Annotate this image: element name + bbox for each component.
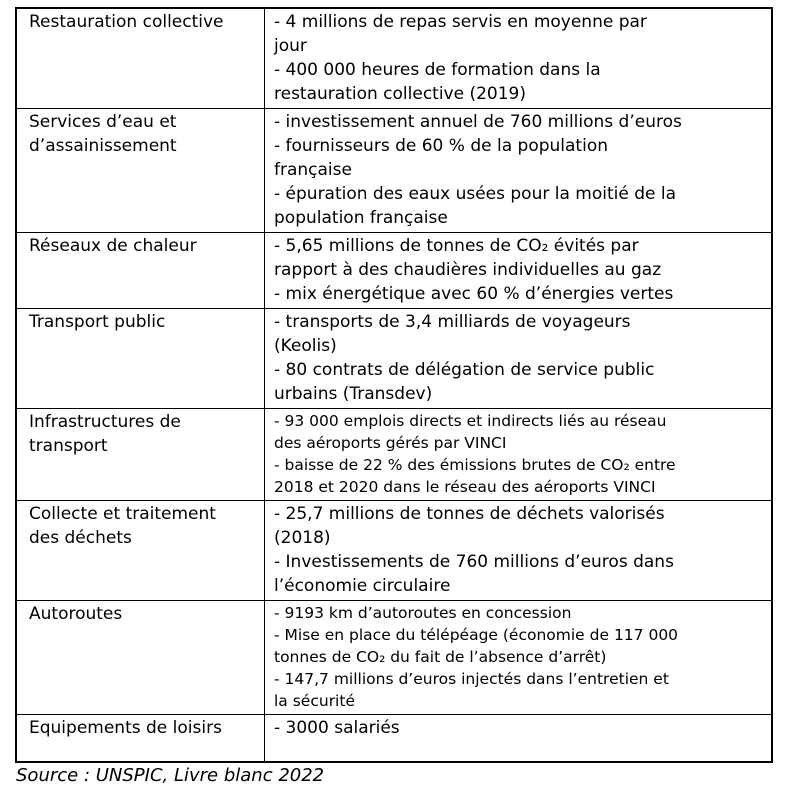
- details-cell: [265, 501, 771, 600]
- category-cell: [17, 501, 265, 600]
- detail-line: jour: [274, 36, 307, 56]
- table-row: [17, 501, 771, 601]
- detail-line: - 147,7 millions d’euros injectés dans l’entretien et: [274, 670, 669, 688]
- category-cell: [17, 109, 265, 232]
- category-line: d’assainissement: [29, 136, 177, 156]
- category-cell: [17, 715, 265, 761]
- detail-line: - 93 000 emplois directs et indirects liés au réseau: [274, 412, 667, 430]
- detail-line: - 4 millions de repas servis en moyenne par: [274, 12, 647, 32]
- source-caption: Source : UNSPIC, Livre blanc 2022: [16, 765, 325, 786]
- category-line: Réseaux de chaleur: [29, 236, 197, 256]
- table-row: [17, 601, 771, 715]
- detail-line: - Investissements de 760 millions d’euros dans: [274, 552, 674, 572]
- detail-line: - mix énergétique avec 60 % d’énergies vertes: [274, 284, 674, 304]
- detail-line: population française: [274, 208, 448, 228]
- detail-line: rapport à des chaudières individuelles au gaz: [274, 260, 662, 280]
- detail-line: (Keolis): [274, 336, 337, 356]
- details-cell: [265, 233, 771, 308]
- category-cell: [17, 9, 265, 108]
- detail-line: - 3000 salariés: [274, 718, 400, 738]
- category-line: Transport public: [29, 312, 166, 332]
- category-cell: [17, 601, 265, 714]
- detail-line: la sécurité: [274, 692, 355, 710]
- detail-line: - 80 contrats de délégation de service public: [274, 360, 655, 380]
- category-line: Collecte et traitement: [29, 504, 216, 524]
- table-row: [17, 715, 771, 761]
- details-cell: [265, 309, 771, 408]
- details-cell: [265, 9, 771, 108]
- detail-line: des aéroports gérés par VINCI: [274, 434, 507, 452]
- detail-line: 2018 et 2020 dans le réseau des aéroports VINCI: [274, 478, 656, 496]
- details-cell: [265, 409, 771, 500]
- details-cell: [265, 601, 771, 714]
- detail-line: - 9193 km d’autoroutes en concession: [274, 604, 572, 622]
- details-cell: [265, 109, 771, 232]
- detail-line: l’économie circulaire: [274, 576, 451, 596]
- detail-line: - baisse de 22 % des émissions brutes de CO₂ entre: [274, 456, 676, 474]
- category-line: Services d’eau et: [29, 112, 177, 132]
- detail-line: - Mise en place du télépéage (économie de 117 000: [274, 626, 679, 644]
- detail-line: - transports de 3,4 milliards de voyageurs: [274, 312, 631, 332]
- table-row: [17, 109, 771, 233]
- table-row: [17, 9, 771, 109]
- category-cell: [17, 409, 265, 500]
- detail-line: - 5,65 millions de tonnes de CO₂ évités par: [274, 236, 639, 256]
- details-cell: [265, 715, 771, 761]
- category-cell: [17, 233, 265, 308]
- table-row: [17, 309, 771, 409]
- detail-line: française: [274, 160, 352, 180]
- detail-line: tonnes de CO₂ du fait de l’absence d’arrêt): [274, 648, 607, 666]
- table-row: [17, 409, 771, 501]
- category-line: Infrastructures de: [29, 412, 181, 432]
- detail-line: - fournisseurs de 60 % de la population: [274, 136, 608, 156]
- detail-line: restauration collective (2019): [274, 84, 527, 104]
- infrastructure-table: [15, 7, 773, 763]
- category-line: Restauration collective: [29, 12, 224, 32]
- detail-line: - 25,7 millions de tonnes de déchets valorisés: [274, 504, 665, 524]
- table-row: [17, 233, 771, 309]
- category-line: Equipements de loisirs: [29, 718, 222, 738]
- detail-line: urbains (Transdev): [274, 384, 433, 404]
- detail-line: - 400 000 heures de formation dans la: [274, 60, 601, 80]
- detail-line: - investissement annuel de 760 millions d’euros: [274, 112, 682, 132]
- detail-line: (2018): [274, 528, 331, 548]
- category-cell: [17, 309, 265, 408]
- category-line: transport: [29, 436, 108, 456]
- category-line: des déchets: [29, 528, 132, 548]
- category-line: Autoroutes: [29, 604, 123, 624]
- detail-line: - épuration des eaux usées pour la moitié de la: [274, 184, 677, 204]
